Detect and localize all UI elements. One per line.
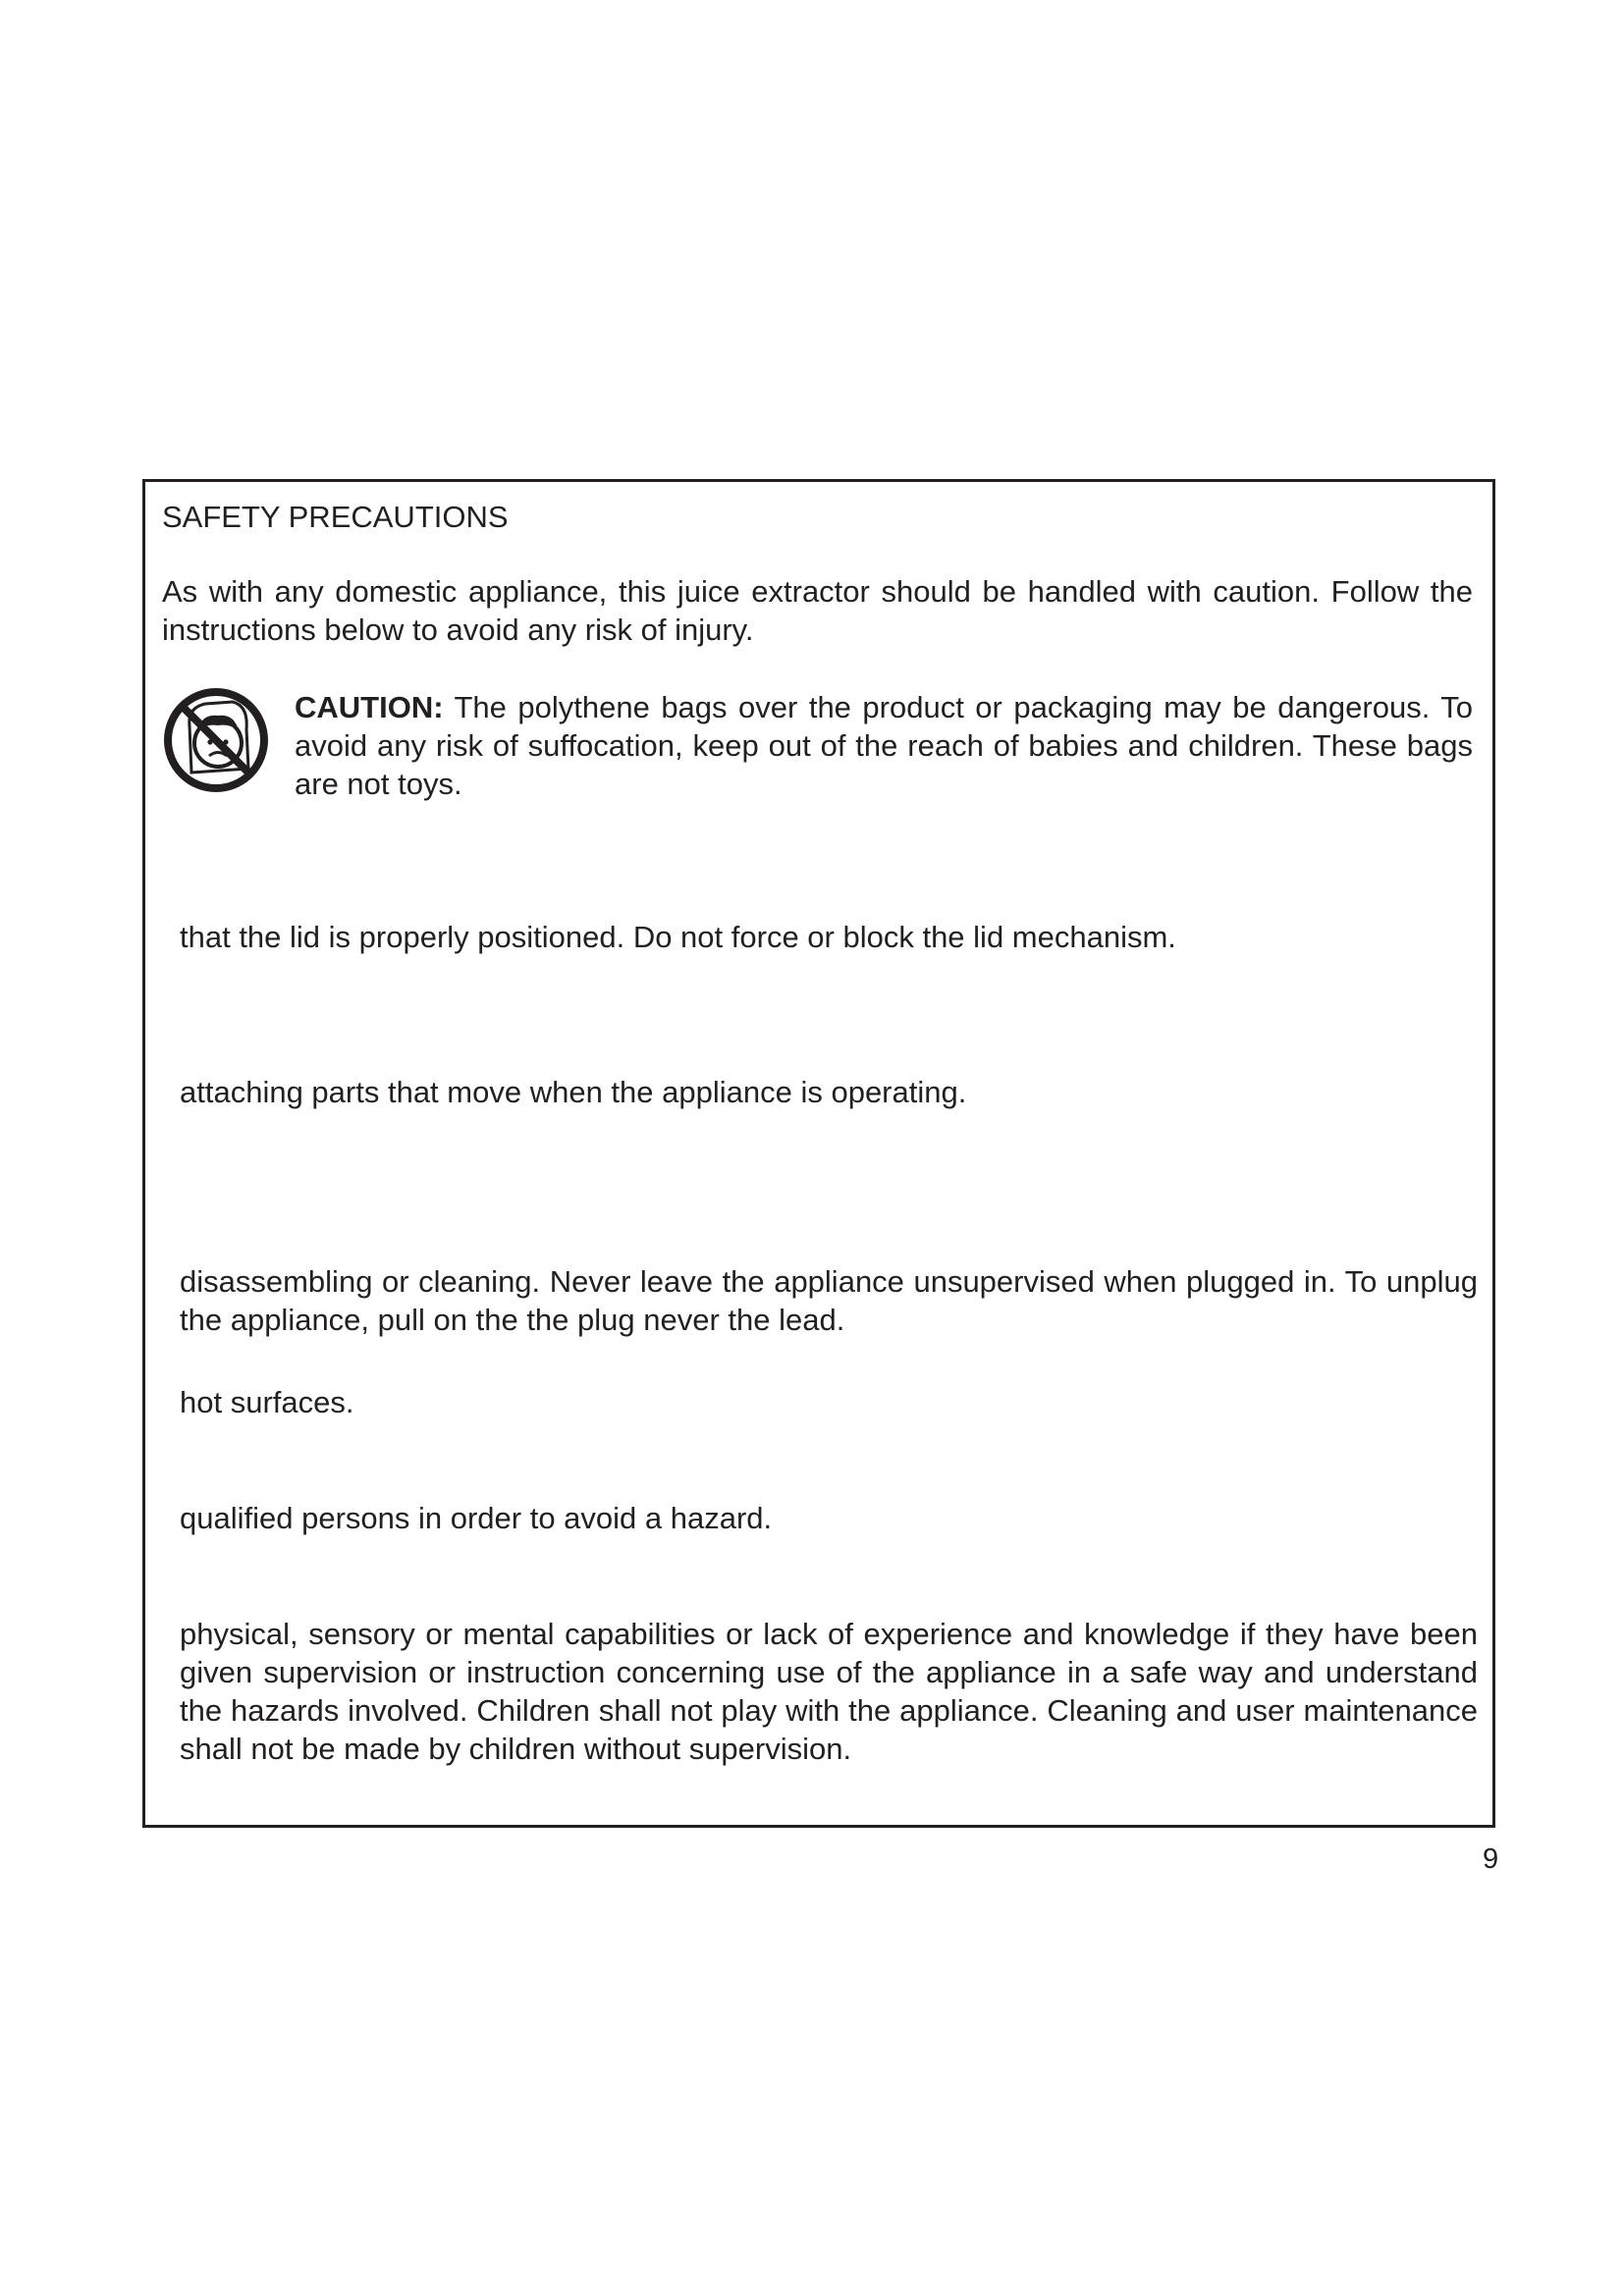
precaution-item: qualified persons in order to avoid a hazard.: [180, 1501, 773, 1535]
precaution-item: hot surfaces.: [180, 1385, 354, 1419]
safety-precautions-box: [142, 479, 1495, 1828]
precaution-item: physical, sensory or mental capabilities or lack of experience and knowledge if they have been given supervision or instruction concerning use of the appliance in a safe way and understand the hazards involved. Children shall not play with the appliance. Cleaning and user maintenance shall not be made by children without supervision.: [180, 1617, 1478, 1766]
caution-body: The polythene bags over the product or packaging may be dangerous. To avoid any risk of suffocation, keep out of the reach of babies and children. These bags are not toys.: [295, 690, 1473, 801]
caution-paragraph: [295, 688, 1473, 803]
caution-label: CAUTION:: [295, 690, 444, 724]
precaution-item: attaching parts that move when the appliance is operating.: [180, 1075, 967, 1109]
page-number: 9: [1483, 1843, 1499, 1875]
intro-paragraph: As with any domestic appliance, this juice extractor should be handled with caution. Follow the instructions below to avoid any risk of injury.: [162, 574, 1473, 647]
precaution-item: that the lid is properly positioned. Do not force or block the lid mechanism.: [180, 920, 1176, 954]
no-child-suffocation-warning-icon: [162, 686, 270, 794]
precaution-item: disassembling or cleaning. Never leave the appliance unsupervised when plugged in. To unplug the appliance, pull on the the plug never the lead.: [180, 1264, 1478, 1337]
section-heading: SAFETY PRECAUTIONS: [162, 500, 509, 534]
